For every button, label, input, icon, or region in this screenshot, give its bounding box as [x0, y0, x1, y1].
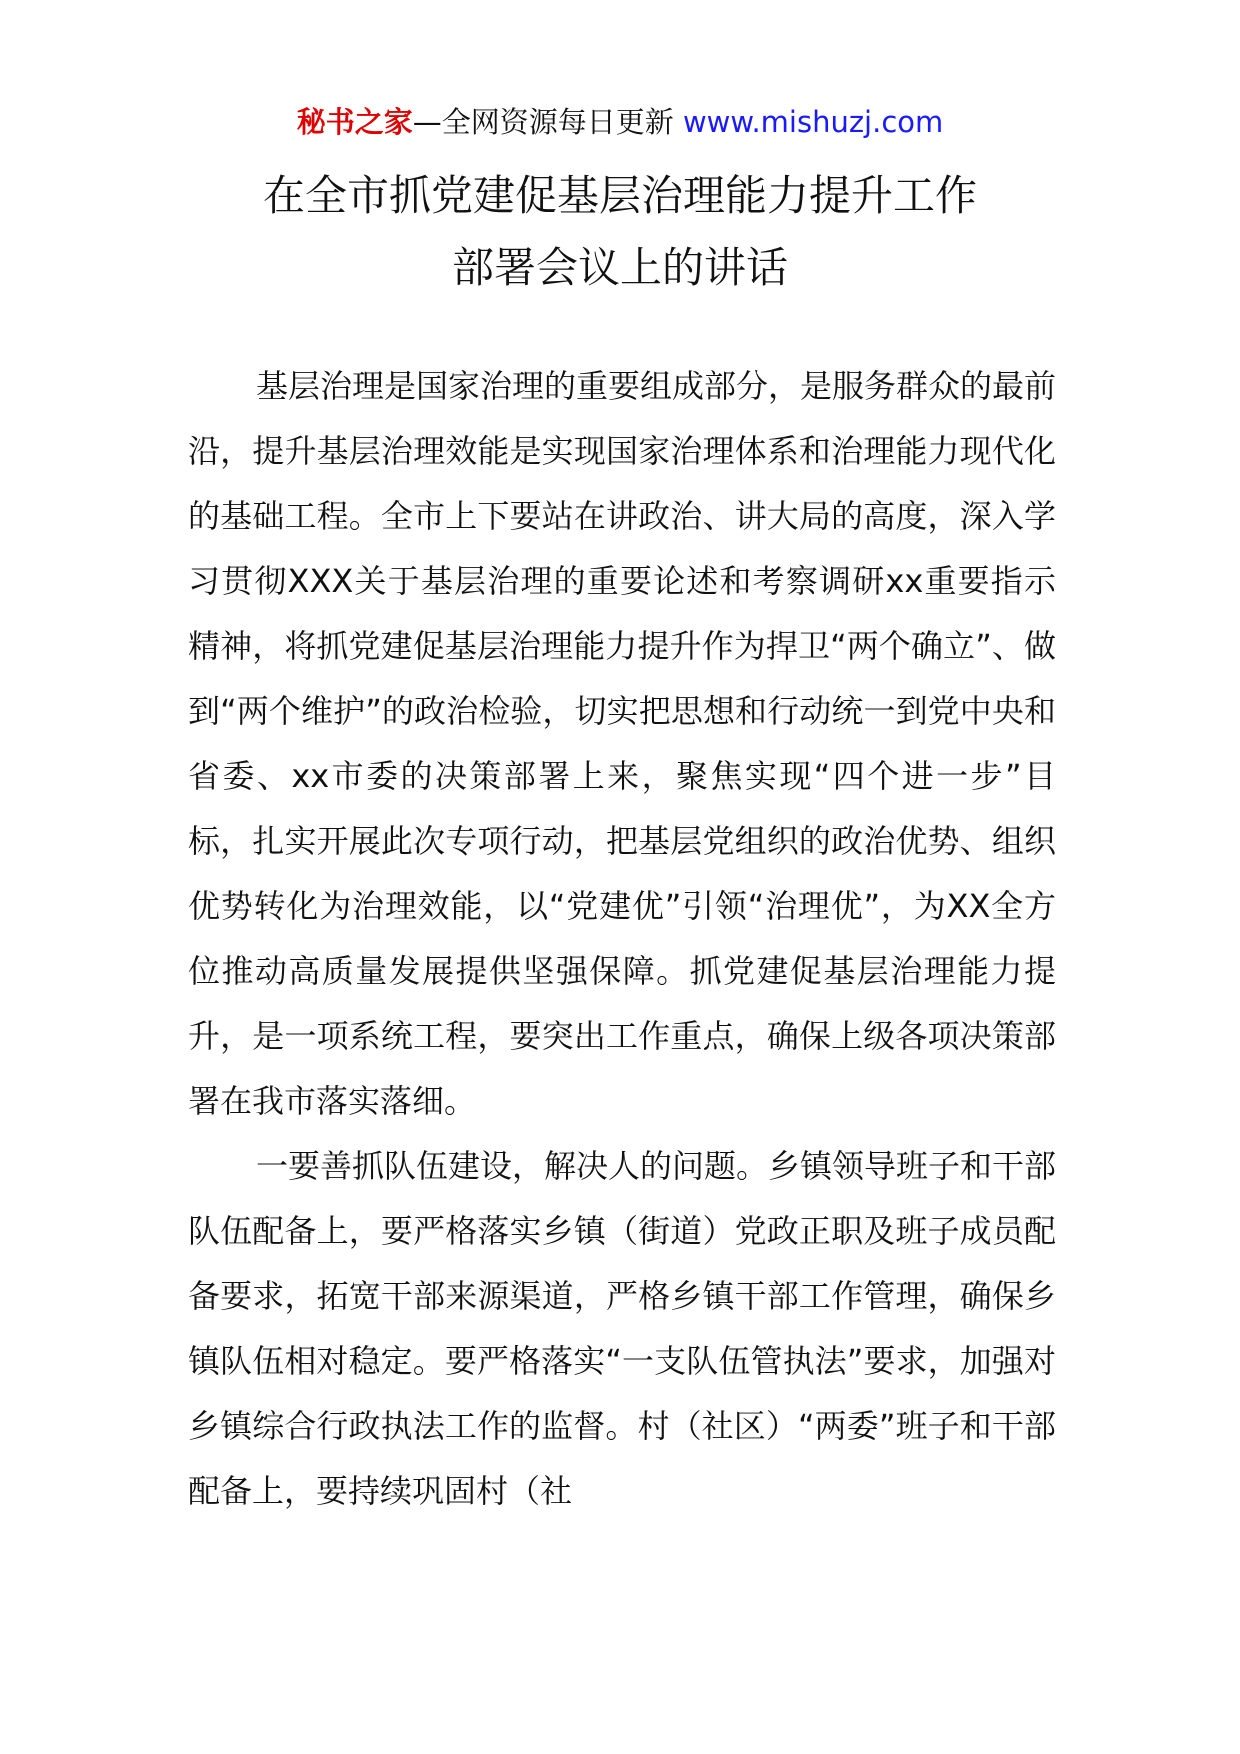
- brand-name: 秘书之家: [296, 105, 413, 139]
- paragraph-intro: 基层治理是国家治理的重要组成部分，是服务群众的最前沿，提升基层治理效能是实现国家治理体系和治理能力现代化的基础工程。全市上下要站在讲政治、讲大局的高度，深入学习贯彻XXX关于基层治理的重要论述和考察调研xx重要指示精神，将抓党建促基层治理能力提升作为捍卫“两个确立”、做到“两个维护”的政治检验，切实把思想和行动统一到党中央和省委、xx市委的决策部署上来，聚焦实现“四个进一步”目标，扎实开展此次专项行动，把基层党组织的政治优势、组织优势转化为治理效能，以“党建优”引领“治理优”，为XX全方位推动高质量发展提供坚强保障。抓党建促基层治理能力提升，是一项系统工程，要突出工作重点，确保上级各项决策部署在我市落实落细。: [188, 367, 1057, 1120]
- title-line-2: 部署会议上的讲话: [451, 243, 788, 292]
- header-tagline: —全网资源每日更新: [412, 105, 683, 139]
- title-line-1: 在全市抓党建促基层治理能力提升工作: [262, 171, 977, 220]
- site-header: [0, 100, 1240, 144]
- paragraph-team-building: 一要善抓队伍建设，解决人的问题。乡镇领导班子和干部队伍配备上，要严格落实乡镇（街道）党政正职及班子成员配备要求，拓宽干部来源渠道，严格乡镇干部工作管理，确保乡镇队伍相对稳定。要严格落实“一支队伍管执法”要求，加强对乡镇综合行政执法工作的监督。村（社区）“两委”班子和干部配备上，要持续巩固村（社: [188, 1147, 1057, 1510]
- document-body: [188, 354, 1056, 1524]
- document-title: [0, 160, 1240, 304]
- site-url[interactable]: www.mishuzj.com: [682, 105, 944, 139]
